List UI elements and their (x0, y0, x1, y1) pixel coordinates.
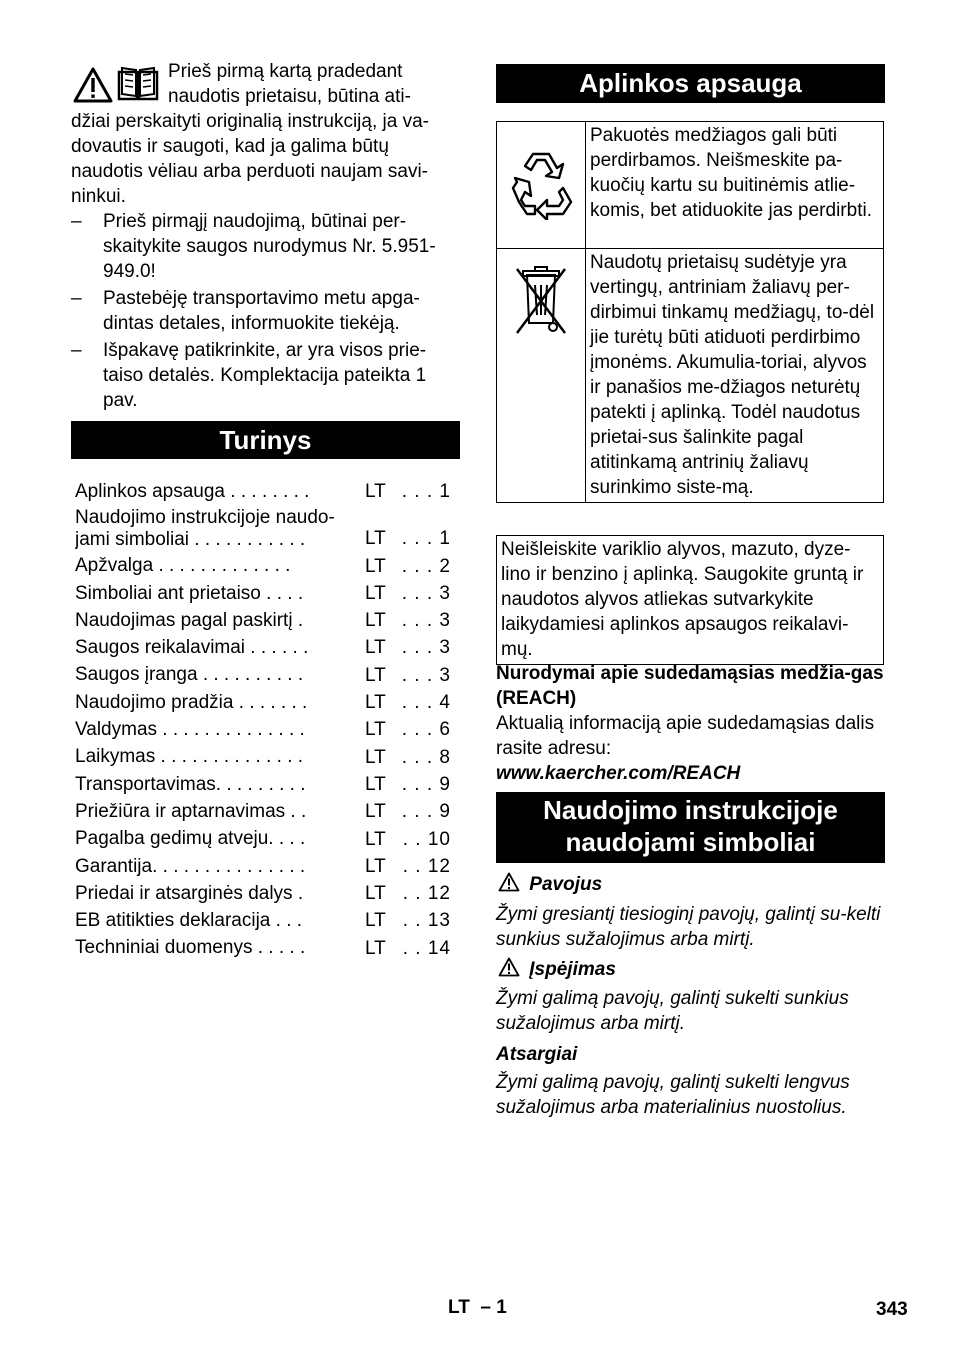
toc-entry-page: . . 12 (402, 883, 451, 905)
toc-entry-title: Saugos reikalavimai . . . . . . (75, 637, 309, 659)
toc-entry-title: Naudojimas pagal paskirtį . (75, 609, 304, 631)
toc-entry-title: Saugos įranga . . . . . . . . . . (75, 664, 304, 686)
bullet-dash: – (71, 340, 82, 361)
caution-label: Atsargiai (496, 1044, 578, 1065)
toc-entry-title: Aplinkos apsauga . . . . . . . . (75, 481, 310, 502)
toc-entry[interactable] (75, 798, 460, 825)
caution-text: Žymi galimą pavojų, galintį sukelti lengvus sužalojimus arba materialinius nuostolius. (496, 1072, 850, 1118)
page-number: 343 (876, 1299, 908, 1320)
toc-entry-lang: LT (365, 801, 386, 823)
intro-bullet (71, 338, 459, 413)
env-icon-cell (497, 249, 586, 503)
bullet-dash: – (71, 211, 82, 232)
intro-line-5: naudotis vėliau arba perduoti naujam savi- (71, 161, 428, 182)
recycle-text: Pakuotės medžiagos gali būti perdirbamos. Neišmeskite pa-kuočių kartu su buitinėmis atlie-komis, bet atiduokite jas perdirbti. (586, 122, 884, 249)
symbols-heading (496, 792, 885, 863)
toc-entry[interactable] (75, 825, 460, 852)
toc-entry-page: . . . 3 (401, 582, 451, 604)
symbols-heading-line-1: Naudojimo instrukcijoje (543, 795, 838, 825)
toc-entry-lang: LT (365, 910, 386, 932)
oil-notice: Neišleiskite variklio alyvos, mazuto, dyze-lino ir benzino į aplinką. Saugokite gruntą ir naudotos alyvos atliekas sutvarkykite laikydamiesi aplinkos apsaugos reikalavi-mų. (496, 535, 884, 665)
toc-entry-title: Laikymas . . . . . . . . . . . . . . (75, 746, 304, 768)
toc-entry-lang: LT (365, 528, 386, 550)
intro-paragraph (71, 59, 466, 209)
env-icon-cell (497, 122, 586, 249)
toc-entry-lang: LT (365, 637, 386, 659)
toc-entry-page: . . . 1 (401, 528, 451, 550)
toc-entry[interactable] (75, 661, 460, 688)
footer-lang-page: LT – 1 (448, 1297, 507, 1318)
toc-entry-title: Pagalba gedimų atveju. . . . (75, 828, 306, 850)
toc-entry[interactable] (75, 771, 460, 798)
toc-entry[interactable] (75, 743, 460, 770)
warning-triangle-icon (498, 872, 520, 892)
danger-text: Žymi gresiantį tiesioginį pavojų, galintį su-kelti sunkius sužalojimus arba mirtį. (496, 904, 881, 950)
bullet-dash: – (71, 288, 82, 309)
toc-entry-lang: LT (365, 883, 386, 905)
intro-line-1: Prieš pirmą kartą pradedant (168, 61, 403, 82)
toc-entry-page: . . . 9 (401, 801, 451, 823)
toc-entry-title: EB atitikties deklaracija . . . (75, 910, 303, 932)
toc-entry-page: . . . 2 (401, 555, 451, 577)
toc-entry-title: Garantija. . . . . . . . . . . . . . . (75, 855, 306, 877)
toc-entry-lang: LT (365, 555, 386, 577)
intro-bullet (71, 209, 463, 284)
env-row-weee (497, 249, 884, 503)
toc-entry[interactable] (75, 505, 460, 552)
intro-bullet (71, 286, 461, 336)
toc-entry-lang: LT (365, 692, 386, 714)
toc-entry-page: . . . 8 (401, 746, 451, 768)
danger-label: Pavojus (529, 874, 603, 895)
reach-url[interactable]: www.kaercher.com/REACH (496, 763, 741, 784)
toc-entry-page: . . 14 (402, 937, 451, 959)
warning-label: Įspėjimas (529, 959, 616, 980)
toc-entry-lang: LT (365, 937, 386, 959)
toc-entry-lang: LT (365, 582, 386, 604)
toc-entry-lang: LT (365, 664, 386, 686)
toc-entry-lang: LT (365, 481, 386, 503)
bullet-text: Išpakavę patikrinkite, ar yra visos prie-taiso detalės. Komplektacija pateikta 1 pav. (103, 340, 427, 411)
toc-list (75, 478, 460, 962)
toc-entry-title: Priedai ir atsarginės dalys . (75, 882, 304, 904)
symbols-heading-line-2: naudojami simboliai (565, 827, 816, 857)
toc-entry-title: Techniniai duomenys . . . . . (75, 937, 306, 959)
intro-line-2: naudotis prietaisu, būtina ati- (168, 86, 411, 107)
warning-text: Žymi galimą pavojų, galintį sukelti sunkius sužalojimus arba mirtį. (496, 988, 849, 1034)
bullet-text: Pastebėję transportavimo metu apga-dintas detales, informuokite tiekėją. (103, 288, 420, 334)
toc-entry[interactable] (75, 689, 460, 716)
toc-entry-lang: LT (365, 855, 386, 877)
toc-entry-lang: LT (365, 773, 386, 795)
toc-entry-title: Transportavimas. . . . . . . . . (75, 773, 306, 795)
toc-entry[interactable] (75, 607, 460, 634)
env-heading: Aplinkos apsauga (496, 64, 885, 103)
intro-line-4: dovautis ir saugoti, kad ja galima būtų (71, 136, 389, 157)
toc-entry-title: Naudojimo pradžia . . . . . . . (75, 691, 308, 713)
toc-entry-title: Valdymas . . . . . . . . . . . . . . (75, 719, 305, 741)
toc-entry-page: . . . 4 (401, 692, 451, 714)
toc-entry[interactable] (75, 634, 460, 661)
bullet-text: Prieš pirmąjį naudojimą, būtinai per-skaitykite saugos nurodymus Nr. 5.951-949.0! (103, 211, 436, 282)
danger-label-row (498, 872, 602, 897)
weee-text: Naudotų prietaisų sudėtyje yra vertingų, antriniam žaliavų per-dirbimui tinkamų medžiagų, to-dėl jie turėtų būti atiduoti perdirbimo įmonėms. Akumulia-toriai, alyvos ir panašios me-džiagos neturėtų patekti į aplinką. Todėl naudotus prietai-sus šalinkite pagal atitinkamą antrinių žaliavų surinkimo siste-mą. (586, 249, 884, 503)
toc-entry-title: Simboliai ant prietaiso . . . . (75, 582, 304, 604)
recycle-icon (503, 144, 579, 220)
warning-triangle-icon (498, 957, 520, 977)
toc-entry-lang: LT (365, 746, 386, 768)
intro-line-3: džiai perskaityti originalią instrukciją, ja va- (71, 111, 429, 132)
toc-entry-title: Apžvalga . . . . . . . . . . . . . (75, 555, 291, 577)
toc-entry-page: . . . 3 (401, 664, 451, 686)
intro-line-6: ninkui. (71, 186, 126, 207)
reach-text: Aktualią informaciją apie sudedamąsias dalis rasite adresu: (496, 713, 875, 759)
env-row-recycle (497, 122, 884, 249)
toc-entry-page: . . . 6 (401, 719, 451, 741)
toc-entry-lang: LT (365, 610, 386, 632)
toc-heading: Turinys (71, 421, 460, 459)
reach-heading: Nurodymai apie sudedamąsias medžia-gas (REACH) (496, 663, 884, 709)
warning-label-row (498, 957, 616, 982)
toc-entry-title: Priežiūra ir aptarnavimas . . (75, 800, 307, 822)
toc-entry[interactable] (75, 580, 460, 607)
toc-entry-page: . . 12 (402, 855, 451, 877)
toc-entry-page: . . . 3 (401, 637, 451, 659)
toc-entry[interactable] (75, 934, 460, 961)
toc-entry-page: . . 10 (402, 828, 451, 850)
env-table (496, 121, 884, 503)
toc-entry[interactable] (75, 478, 460, 505)
toc-entry[interactable] (75, 716, 460, 743)
toc-entry[interactable] (75, 880, 460, 907)
toc-entry-page: . . 13 (402, 910, 451, 932)
toc-entry-page: . . . 9 (401, 773, 451, 795)
toc-entry-title: Naudojimo instrukcijoje naudo-jami simboliai . . . . . . . . . . . (75, 507, 335, 551)
toc-entry-page: . . . 1 (401, 481, 451, 503)
toc-entry-page: . . . 3 (401, 610, 451, 632)
crossed-bin-icon (513, 263, 569, 337)
toc-entry[interactable] (75, 853, 460, 880)
toc-entry[interactable] (75, 907, 460, 934)
toc-entry-lang: LT (365, 828, 386, 850)
toc-entry-lang: LT (365, 719, 386, 741)
toc-entry[interactable] (75, 552, 460, 579)
